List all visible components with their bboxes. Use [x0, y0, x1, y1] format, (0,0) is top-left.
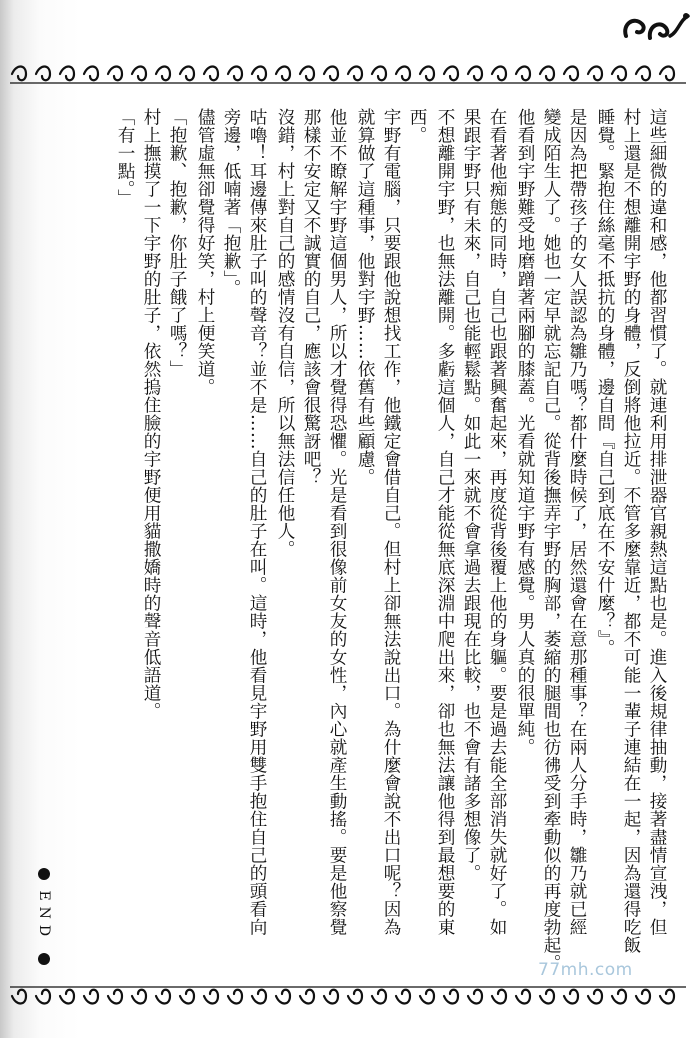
text-column: 那樣不安定又不誠實的自己，應該會很驚訝吧？: [301, 108, 321, 486]
end-mark: [36, 868, 52, 965]
text-column: 「抱歉、抱歉，你肚子餓了嗎？」: [167, 108, 187, 378]
bottom-ornamental-border: [8, 984, 688, 1008]
text-column: 西。: [407, 108, 427, 144]
text-column: 「有一點。」: [115, 108, 135, 208]
text-column: 儘管虛無卻覺得好笑，村上便笑道。: [195, 108, 215, 396]
text-column: 睡覺。緊抱住絲毫不抵抗的身體，邊自問『自己到底在不安什麼？』。: [595, 108, 615, 658]
text-column: 旁邊，低喃著「抱歉」。: [221, 108, 241, 298]
text-column: 就算做了這種事，他對宇野……依舊有些顧慮。: [355, 108, 375, 486]
text-column: 在看著他痴態的同時，自己也跟著興奮起來，再度從背後覆上他的身軀。要是過去能全部消失就好了。如: [487, 108, 507, 936]
vertical-text-body: [58, 108, 668, 972]
dot-icon: [38, 953, 50, 965]
text-column: 是因為把帶孩子的女人誤認為雛乃嗎？都什麼時候了，居然還會在意那種事？在兩人分手時，雛乃就已經: [567, 108, 587, 936]
text-column: 宇野有電腦，只要跟他說想找工作，他鐵定會借自己。但村上卻無法說出口。為什麼會說不出口呢？因為: [381, 108, 401, 936]
text-column: 沒錯，村上對自己的感情沒有自信，所以無法信任他人。: [275, 108, 295, 558]
dot-icon: [38, 868, 50, 880]
text-column: 他並不瞭解宇野這個男人，所以才覺得恐懼。光是看到很像前女友的女性，內心就產生動搖。要是他察覺: [327, 108, 347, 936]
text-column: 變成陌生人了。她也一定早就忘記自己。從背後撫弄宇野的胸部，萎縮的腿間也彷彿受到牽動似的再度勃起。: [541, 108, 561, 972]
text-column: 不想離開宇野，也無法離開。多虧這個人，自己才能從無底深淵中爬出來，卻也無法讓他得到最想要的東: [435, 108, 455, 936]
watermark: 77mh.com: [538, 960, 633, 980]
text-column: 這些細微的違和感，他都習慣了。就連利用排泄器官親熱這點也是。進入後規律抽動，接著盡情宣洩，但: [647, 108, 667, 936]
text-column: 果跟宇野只有未來，自己也能輕鬆點。如此一來就不會拿過去跟現在比較，也不會有諸多想像了。: [461, 108, 481, 882]
text-column: 咕嚕！耳邊傳來肚子叫的聲音？並不是……自己的肚子在叫。這時，他看見宇野用雙手抱住自己的頭看向: [247, 108, 267, 936]
text-column: 村上還是不想離開宇野的身體，反倒將他拉近。不管多麼靠近，都不可能一輩子連結在一起，因為還得吃飯: [621, 108, 641, 954]
corner-flourish-icon: [620, 6, 692, 46]
end-mark-label: END: [36, 890, 52, 943]
text-column: 他看到宇野難受地磨蹭著兩腳的膝蓋。光看就知道宇野有感覺。男人真的很單純。: [515, 108, 535, 756]
top-ornamental-border: [8, 62, 688, 86]
text-column: 村上撫摸了一下宇野的肚子，依然摀住臉的宇野便用貓撒嬌時的聲音低語道。: [141, 108, 161, 720]
